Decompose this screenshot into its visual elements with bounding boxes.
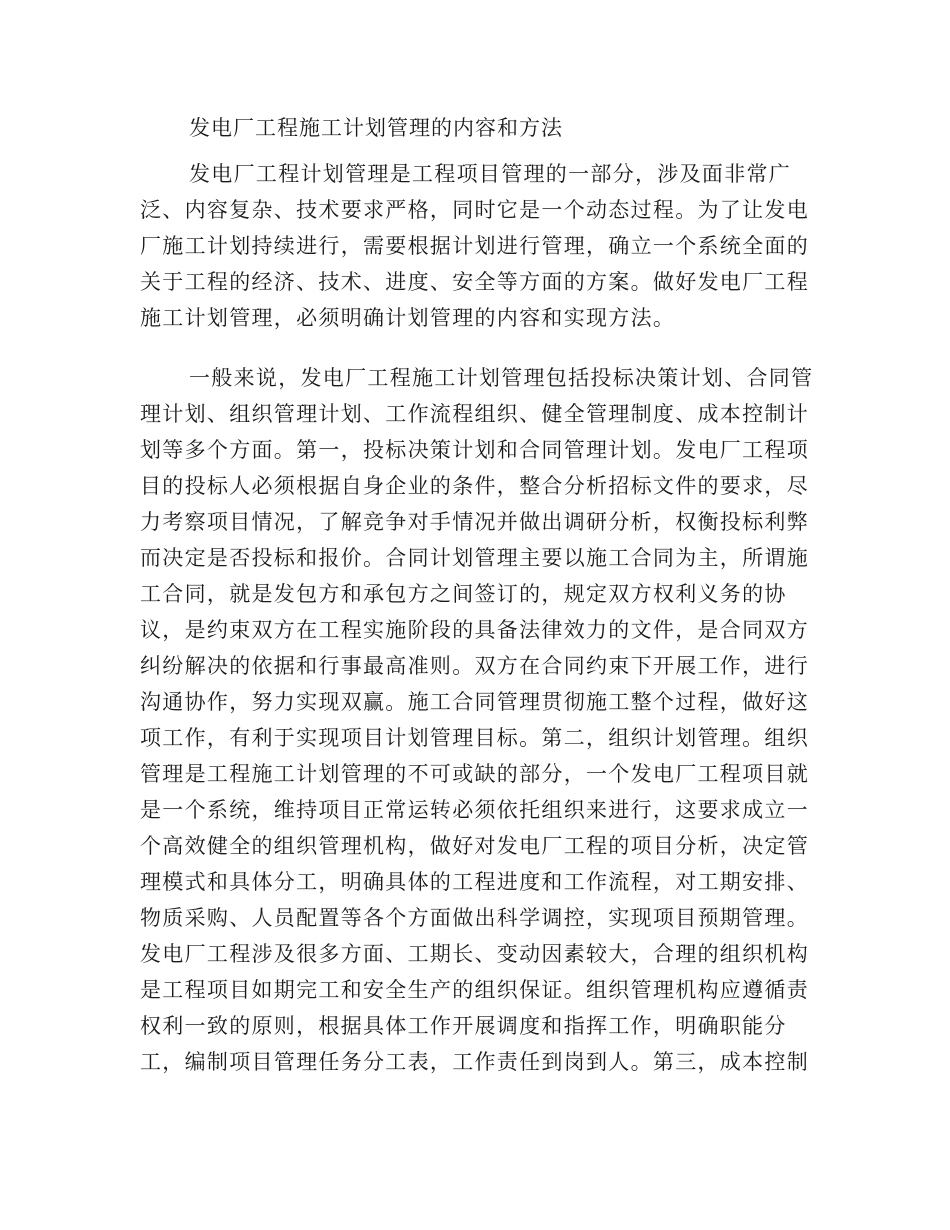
paragraph-line: 发电厂工程涉及很多方面、工期长、变动因素较大，合理的组织机构 bbox=[140, 942, 809, 966]
paragraph-line: 划等多个方面。第一，投标决策计划和合同管理计划。发电厂工程项 bbox=[140, 438, 809, 462]
paragraph-line: 沟通协作，努力实现双赢。施工合同管理贯彻施工整个过程，做好这 bbox=[140, 690, 809, 714]
paragraph-line: 物质采购、人员配置等各个方面做出科学调控，实现项目预期管理。 bbox=[140, 906, 809, 930]
paragraph-line: 泛、内容复杂、技术要求严格，同时它是一个动态过程。为了让发电 bbox=[140, 198, 809, 222]
paragraph-line: 发电厂工程计划管理是工程项目管理的一部分，涉及面非常广 bbox=[189, 162, 792, 186]
paragraph-1 bbox=[140, 156, 809, 336]
paragraph-line: 工合同，就是发包方和承包方之间签订的，规定双方权利义务的协 bbox=[140, 582, 787, 606]
paragraph-line: 是一个系统，维持项目正常运转必须依托组织来进行，这要求成立一 bbox=[140, 798, 809, 822]
paragraph-line: 纠纷解决的依据和行事最高准则。双方在合同约束下开展工作，进行 bbox=[140, 654, 809, 678]
paragraph-line: 而决定是否投标和报价。合同计划管理主要以施工合同为主，所谓施 bbox=[140, 546, 809, 570]
paragraph-line: 理模式和具体分工，明确具体的工程进度和工作流程，对工期安排、 bbox=[140, 870, 809, 894]
paragraph-line: 理计划、组织管理计划、工作流程组织、健全管理制度、成本控制计 bbox=[140, 402, 809, 426]
paragraph-line: 权利一致的原则，根据具体工作开展调度和指挥工作，明确职能分 bbox=[140, 1014, 787, 1038]
paragraph-line: 工，编制项目管理任务分工表，工作责任到岗到人。第三，成本控制 bbox=[140, 1050, 809, 1074]
paragraph-line: 议，是约束双方在工程实施阶段的具备法律效力的文件，是合同双方 bbox=[140, 618, 809, 642]
paragraph-line: 个高效健全的组织管理机构，做好对发电厂工程的项目分析，决定管 bbox=[140, 834, 809, 858]
paragraph-line: 是工程项目如期完工和安全生产的组织保证。组织管理机构应遵循责 bbox=[140, 978, 809, 1002]
paragraph-line: 管理是工程施工计划管理的不可或缺的部分，一个发电厂工程项目就 bbox=[140, 762, 809, 786]
document-title: 发电厂工程施工计划管理的内容和方法 bbox=[189, 116, 563, 140]
paragraph-line: 项工作，有利于实现项目计划管理目标。第二，组织计划管理。组织 bbox=[140, 726, 809, 750]
paragraph-line: 施工计划管理，必须明确计划管理的内容和实现方法。 bbox=[140, 306, 676, 330]
paragraph-line: 目的投标人必须根据自身企业的条件，整合分析招标文件的要求，尽 bbox=[140, 474, 809, 498]
paragraph-line: 力考察项目情况，了解竞争对手情况并做出调研分析，权衡投标利弊 bbox=[140, 510, 809, 534]
paragraph-line: 厂施工计划持续进行，需要根据计划进行管理，确立一个系统全面的 bbox=[140, 234, 809, 258]
paragraph-line: 一般来说，发电厂工程施工计划管理包括投标决策计划、合同管 bbox=[189, 366, 814, 390]
paragraph-line: 关于工程的经济、技术、进度、安全等方面的方案。做好发电厂工程 bbox=[140, 270, 809, 294]
paragraph-2 bbox=[140, 360, 814, 1080]
